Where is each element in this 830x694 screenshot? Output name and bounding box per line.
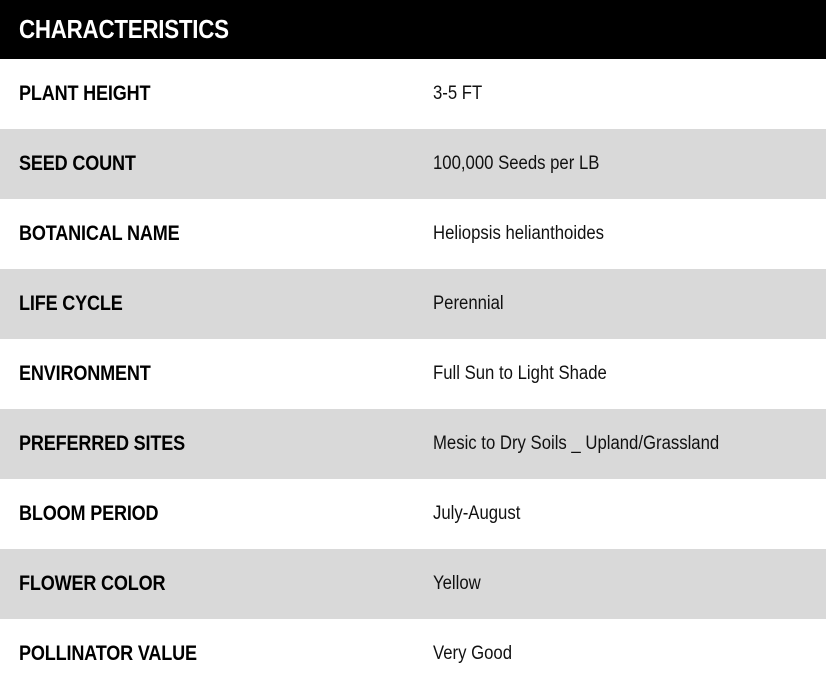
row-value: Yellow bbox=[433, 573, 481, 594]
row-label: SEED COUNT bbox=[19, 152, 136, 175]
row-value: Full Sun to Light Shade bbox=[433, 363, 607, 384]
row-label: PLANT HEIGHT bbox=[19, 82, 151, 105]
row-value: Mesic to Dry Soils _ Upland/Grassland bbox=[433, 433, 720, 454]
row-label: POLLINATOR VALUE bbox=[19, 642, 197, 665]
row-label: FLOWER COLOR bbox=[19, 572, 166, 595]
row-label: LIFE CYCLE bbox=[19, 292, 123, 315]
characteristics-table bbox=[0, 59, 826, 689]
row-value: Heliopsis helianthoides bbox=[433, 223, 605, 244]
row-value: July-August bbox=[433, 503, 521, 524]
table-row-pollinator-value bbox=[0, 619, 826, 689]
row-label: BLOOM PERIOD bbox=[19, 502, 159, 525]
header-title: CHARACTERISTICS bbox=[19, 14, 229, 44]
row-label: BOTANICAL NAME bbox=[19, 222, 180, 245]
table-row-preferred-sites bbox=[0, 409, 826, 479]
table-row-seed-count bbox=[0, 129, 826, 199]
table-row-botanical-name bbox=[0, 199, 826, 269]
table-row-flower-color bbox=[0, 549, 826, 619]
table-row-environment bbox=[0, 339, 826, 409]
characteristics-header bbox=[0, 0, 826, 59]
table-row-bloom-period bbox=[0, 479, 826, 549]
table-row-life-cycle bbox=[0, 269, 826, 339]
table-row-plant-height bbox=[0, 59, 826, 129]
row-value: Very Good bbox=[433, 643, 513, 664]
row-label: ENVIRONMENT bbox=[19, 362, 151, 385]
row-value: 3-5 FT bbox=[433, 83, 483, 104]
row-value: 100,000 Seeds per LB bbox=[433, 153, 600, 174]
row-label: PREFERRED SITES bbox=[19, 432, 186, 455]
row-value: Perennial bbox=[433, 293, 504, 314]
